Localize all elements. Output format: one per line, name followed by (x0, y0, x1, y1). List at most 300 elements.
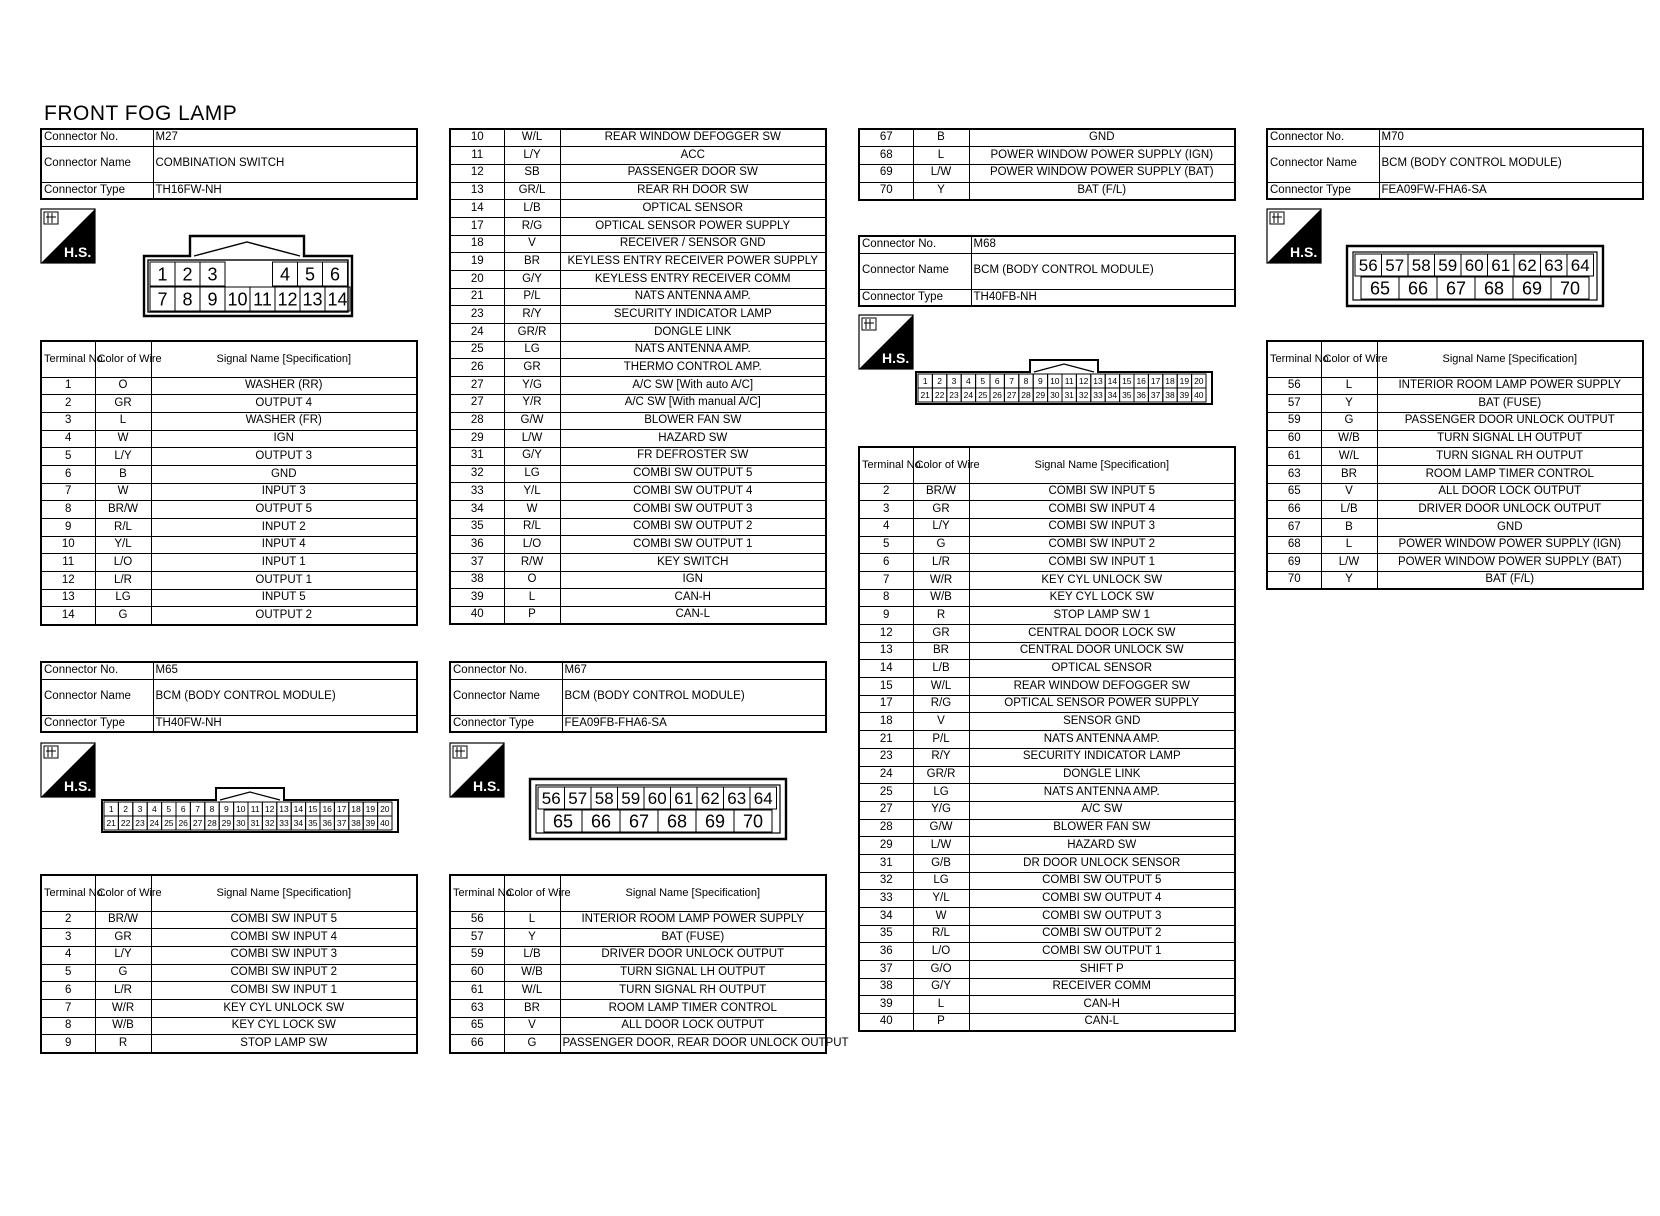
wire-color-cell: L/B (913, 660, 969, 678)
table-row (450, 911, 826, 929)
value: BCM (BODY CONTROL MODULE) (562, 679, 826, 715)
pin-number: 10 (236, 804, 246, 815)
wire-color-cell: W/L (504, 982, 560, 1000)
wire-color-cell: W (913, 908, 969, 926)
signal-cell: GND (1377, 519, 1643, 537)
wire-color-cell: LG (504, 341, 560, 359)
hs-label: H.S. (64, 778, 92, 794)
signal-cell: TURN SIGNAL LH OUTPUT (560, 964, 826, 982)
signal-cell: COMBI SW OUTPUT 1 (560, 536, 826, 554)
pin-number: 8 (209, 804, 215, 815)
terminal-cell: 35 (859, 925, 913, 943)
terminal-table-m70 (1266, 340, 1644, 590)
wire-color-cell: Y/L (95, 536, 151, 554)
table-row (41, 465, 417, 483)
pin-number: 29 (1035, 390, 1046, 401)
table-row (41, 982, 417, 1000)
terminal-cell: 3 (41, 412, 95, 430)
signal-cell: SENSOR GND (969, 713, 1235, 731)
terminal-cell: 7 (859, 571, 913, 589)
table-row (859, 678, 1235, 696)
table-row (41, 501, 417, 519)
wire-color-cell: L/W (504, 430, 560, 448)
wire-color-cell: W/L (504, 129, 560, 147)
wire-color-cell: L (504, 589, 560, 607)
label: Connector Name (859, 253, 971, 289)
pin-number: 23 (135, 818, 145, 829)
table-row (450, 306, 826, 324)
table-row (450, 164, 826, 182)
pin-number: 28 (1021, 390, 1031, 401)
signal-cell: COMBI SW OUTPUT 5 (969, 872, 1235, 890)
wire-color-cell: L/R (913, 554, 969, 572)
table-row (450, 182, 826, 200)
table-row (1267, 501, 1643, 519)
signal-cell: BAT (FUSE) (560, 929, 826, 947)
wire-color-cell: W/B (1321, 430, 1377, 448)
pin-number: 64 (753, 789, 773, 809)
signal-cell: INTERIOR ROOM LAMP POWER SUPPLY (1377, 377, 1643, 395)
signal-cell: STOP LAMP SW 1 (969, 607, 1235, 625)
signal-cell: COMBI SW INPUT 3 (151, 946, 417, 964)
terminal-cell: 33 (450, 483, 504, 501)
wire-color-cell: Y/G (913, 801, 969, 819)
terminal-cell: 39 (859, 996, 913, 1014)
pin-number: 40 (1194, 390, 1204, 401)
pin-number: 19 (1179, 376, 1190, 387)
pin-number: 66 (590, 811, 612, 832)
wire-color-cell: V (504, 235, 560, 253)
terminal-cell: 21 (450, 288, 504, 306)
table-row (41, 999, 417, 1017)
table-row (450, 483, 826, 501)
table-row (859, 571, 1235, 589)
terminal-cell: 68 (1267, 536, 1321, 554)
signal-cell: BLOWER FAN SW (969, 819, 1235, 837)
connector-face-m70 (1345, 244, 1605, 308)
signal-cell: OPTICAL SENSOR (560, 200, 826, 218)
wire-color-cell: W/B (504, 964, 560, 982)
wire-color-cell: LG (504, 465, 560, 483)
terminal-cell: 4 (859, 518, 913, 536)
table-row (450, 341, 826, 359)
col-terminal: Terminal No. (41, 875, 95, 911)
wire-color-cell: BR/W (95, 501, 151, 519)
wire-color-cell: P/L (504, 288, 560, 306)
pin-number: 68 (1483, 278, 1505, 299)
terminal-cell: 1 (41, 377, 95, 395)
signal-cell: A/C SW (969, 801, 1235, 819)
terminal-cell: 17 (450, 217, 504, 235)
terminal-cell: 69 (859, 164, 913, 182)
pin-number: 11 (1064, 376, 1074, 387)
wire-color-cell: GR (913, 501, 969, 519)
pin-number: 3 (137, 804, 143, 815)
table-row (859, 943, 1235, 961)
table-row (859, 695, 1235, 713)
pin-number: 60 (1464, 256, 1484, 276)
terminal-cell: 27 (450, 377, 504, 395)
signal-cell: THERMO CONTROL AMP. (560, 359, 826, 377)
table-row (41, 554, 417, 572)
terminal-cell: 10 (450, 129, 504, 147)
pin-number: 18 (351, 804, 361, 815)
terminal-cell: 60 (1267, 430, 1321, 448)
pin-number: 36 (322, 818, 332, 829)
table-row (41, 911, 417, 929)
wire-color-cell: L/R (95, 572, 151, 590)
pin-number: 1 (108, 804, 114, 815)
table-row (450, 518, 826, 536)
terminal-cell: 38 (859, 978, 913, 996)
table-row (450, 982, 826, 1000)
wire-color-cell: Y/G (504, 377, 560, 395)
signal-cell: DRIVER DOOR UNLOCK OUTPUT (560, 946, 826, 964)
pin-number: 26 (992, 390, 1002, 401)
terminal-cell: 5 (859, 536, 913, 554)
wire-color-cell: W/L (1321, 448, 1377, 466)
pin-number: 10 (227, 289, 248, 310)
label: Connector Name (450, 679, 562, 715)
terminal-cell: 61 (450, 982, 504, 1000)
col-terminal: Terminal No. (1267, 341, 1321, 377)
terminal-cell: 11 (450, 147, 504, 165)
label: Connector Name (41, 146, 153, 182)
terminal-cell: 15 (859, 678, 913, 696)
signal-cell: COMBI SW INPUT 4 (969, 501, 1235, 519)
pin-number: 15 (1122, 376, 1132, 387)
signal-cell: FR DEFROSTER SW (560, 447, 826, 465)
pin-number: 70 (1559, 278, 1581, 299)
signal-cell: COMBI SW OUTPUT 4 (969, 890, 1235, 908)
signal-cell: ALL DOOR LOCK OUTPUT (1377, 483, 1643, 501)
table-row (41, 1035, 417, 1053)
signal-cell: COMBI SW INPUT 3 (969, 518, 1235, 536)
signal-cell: COMBI SW OUTPUT 3 (560, 500, 826, 518)
pin-number: 3 (951, 376, 957, 387)
wire-color-cell: Y/L (913, 890, 969, 908)
signal-cell: OPTICAL SENSOR POWER SUPPLY (969, 695, 1235, 713)
pin-number: 16 (322, 804, 332, 815)
signal-cell: POWER WINDOW POWER SUPPLY (BAT) (1377, 554, 1643, 572)
pin-number: 2 (123, 804, 128, 815)
pin-number: 5 (166, 804, 172, 815)
pin-number: 14 (293, 804, 304, 815)
terminal-cell: 23 (450, 306, 504, 324)
signal-cell: COMBI SW OUTPUT 2 (560, 518, 826, 536)
value: M27 (153, 129, 417, 146)
table-row (859, 854, 1235, 872)
terminal-cell: 25 (859, 784, 913, 802)
wire-color-cell: GR/R (913, 766, 969, 784)
table-row (450, 536, 826, 554)
pin-number: 37 (336, 818, 347, 829)
terminal-cell: 57 (1267, 395, 1321, 413)
terminal-cell: 69 (1267, 554, 1321, 572)
signal-cell: IGN (560, 571, 826, 589)
pin-number: 14 (1107, 376, 1118, 387)
terminal-cell: 33 (859, 890, 913, 908)
connector-face-m67 (528, 777, 788, 841)
table-row (450, 465, 826, 483)
table-row (450, 253, 826, 271)
value: TH40FB-NH (971, 289, 1235, 306)
wire-color-cell: L/R (95, 982, 151, 1000)
terminal-cell: 70 (1267, 572, 1321, 590)
signal-cell: KEY CYL LOCK SW (151, 1017, 417, 1035)
table-row (41, 929, 417, 947)
table-row (450, 217, 826, 235)
table-row (450, 1017, 826, 1035)
signal-cell: CENTRAL DOOR LOCK SW (969, 625, 1235, 643)
value: TH16FW-NH (153, 182, 417, 199)
wire-color-cell: R/G (913, 695, 969, 713)
table-row (859, 164, 1235, 182)
wire-color-cell: R/Y (504, 306, 560, 324)
terminal-cell: 4 (41, 430, 95, 448)
table-row (450, 589, 826, 607)
signal-cell: DR DOOR UNLOCK SENSOR (969, 854, 1235, 872)
table-row (859, 536, 1235, 554)
connector-face-m68 (914, 356, 1216, 408)
wire-color-cell: L/Y (504, 147, 560, 165)
pin-number: 24 (149, 818, 160, 829)
col-signal: Signal Name [Specification] (151, 875, 417, 911)
table-row (1267, 536, 1643, 554)
wire-color-cell: Y (913, 182, 969, 200)
wire-color-cell: L/W (1321, 554, 1377, 572)
table-row (1267, 412, 1643, 430)
col-color: Color of Wire (95, 341, 151, 377)
signal-cell: KEYLESS ENTRY RECEIVER COMM (560, 271, 826, 289)
wire-color-cell: W (504, 500, 560, 518)
wire-color-cell: R/G (504, 217, 560, 235)
pin-number: 27 (192, 818, 203, 829)
terminal-cell: 12 (859, 625, 913, 643)
table-row (450, 359, 826, 377)
table-row (450, 1035, 826, 1053)
wire-color-cell: BR (504, 999, 560, 1017)
pin-number: 20 (380, 804, 390, 815)
pin-number: 61 (674, 789, 694, 809)
pin-number: 7 (1009, 376, 1014, 387)
table-row (859, 518, 1235, 536)
signal-cell: SHIFT P (969, 961, 1235, 979)
terminal-cell: 59 (1267, 412, 1321, 430)
table-row (859, 501, 1235, 519)
table-row (450, 200, 826, 218)
wire-color-cell: SB (504, 164, 560, 182)
connector-info-m67 (449, 661, 827, 733)
pin-number: 59 (621, 789, 641, 809)
signal-cell: BAT (F/L) (1377, 572, 1643, 590)
signal-cell: COMBI SW OUTPUT 2 (969, 925, 1235, 943)
wire-color-cell: L/B (1321, 501, 1377, 519)
value: M70 (1379, 129, 1643, 146)
table-row (450, 412, 826, 430)
pin-number: 11 (250, 804, 260, 815)
pin-number: 67 (628, 811, 650, 832)
terminal-cell: 9 (41, 1035, 95, 1053)
pin-number: 33 (1093, 390, 1103, 401)
table-row (859, 483, 1235, 501)
pin-number: 4 (966, 376, 971, 387)
pin-number: 7 (195, 804, 200, 815)
signal-cell: STOP LAMP SW (151, 1035, 417, 1053)
terminal-cell: 60 (450, 964, 504, 982)
pin-number: 25 (164, 818, 174, 829)
signal-cell: OUTPUT 2 (151, 607, 417, 625)
signal-cell: CAN-L (969, 1014, 1235, 1032)
value: M67 (562, 662, 826, 679)
table-row (1267, 395, 1643, 413)
connector-info-m27 (40, 128, 418, 200)
terminal-cell: 65 (450, 1017, 504, 1035)
table-row (1267, 483, 1643, 501)
wire-color-cell: G (1321, 412, 1377, 430)
wire-color-cell: L/O (504, 536, 560, 554)
signal-cell: NATS ANTENNA AMP. (560, 288, 826, 306)
signal-cell: DONGLE LINK (560, 324, 826, 342)
wire-color-cell: Y (1321, 395, 1377, 413)
signal-cell: DRIVER DOOR UNLOCK OUTPUT (1377, 501, 1643, 519)
pin-number: 67 (1445, 278, 1467, 299)
table-row (859, 589, 1235, 607)
pin-number: 11 (253, 289, 272, 310)
terminal-cell: 24 (450, 324, 504, 342)
value: COMBINATION SWITCH (153, 146, 417, 182)
hs-icon (40, 742, 96, 798)
wire-color-cell: Y/L (504, 483, 560, 501)
table-row (41, 448, 417, 466)
pin-number: 60 (647, 789, 667, 809)
pin-number: 16 (1136, 376, 1146, 387)
signal-cell: PASSENGER DOOR, REAR DOOR UNLOCK OUTPUT (560, 1035, 826, 1053)
wire-color-cell: L (913, 147, 969, 165)
wire-color-cell: B (1321, 519, 1377, 537)
hs-icon (858, 314, 914, 370)
connector-info-m70 (1266, 128, 1644, 200)
table-row (41, 946, 417, 964)
table-row (1267, 448, 1643, 466)
signal-cell: ACC (560, 147, 826, 165)
table-row (41, 377, 417, 395)
pin-number: 35 (308, 818, 318, 829)
pin-number: 7 (157, 289, 168, 310)
table-row (859, 731, 1235, 749)
table-row (1267, 572, 1643, 590)
pin-number: 37 (1150, 390, 1161, 401)
value: M65 (153, 662, 417, 679)
wire-color-cell: LG (913, 872, 969, 890)
wire-color-cell: R/L (913, 925, 969, 943)
value: BCM (BODY CONTROL MODULE) (971, 253, 1235, 289)
wire-color-cell: G (95, 607, 151, 625)
pin-number: 21 (920, 390, 930, 401)
table-row (859, 837, 1235, 855)
terminal-cell: 36 (859, 943, 913, 961)
wire-color-cell: L/W (913, 164, 969, 182)
hs-icon (449, 742, 505, 798)
pin-number: 19 (365, 804, 376, 815)
table-row (450, 377, 826, 395)
wire-color-cell: Y (1321, 572, 1377, 590)
signal-cell: BAT (FUSE) (1377, 395, 1643, 413)
wire-color-cell: LG (913, 784, 969, 802)
signal-cell: COMBI SW INPUT 1 (151, 982, 417, 1000)
terminal-cell: 65 (1267, 483, 1321, 501)
pin-number: 13 (1093, 376, 1103, 387)
table-row (450, 554, 826, 572)
signal-cell: SECURITY INDICATOR LAMP (560, 306, 826, 324)
table-row (859, 961, 1235, 979)
wire-color-cell: P (913, 1014, 969, 1032)
pin-number: 39 (365, 818, 376, 829)
wire-color-cell: BR (504, 253, 560, 271)
wire-color-cell: L (1321, 377, 1377, 395)
pin-number: 22 (934, 390, 945, 401)
signal-cell: KEY CYL UNLOCK SW (969, 571, 1235, 589)
wire-color-cell: R/L (504, 518, 560, 536)
col-color: Color of Wire (1321, 341, 1377, 377)
table-row (859, 925, 1235, 943)
signal-cell: KEYLESS ENTRY RECEIVER POWER SUPPLY (560, 253, 826, 271)
table-row (859, 607, 1235, 625)
connector-face-m27 (142, 232, 358, 320)
wire-color-cell: G/Y (504, 447, 560, 465)
terminal-cell: 18 (859, 713, 913, 731)
terminal-cell: 6 (859, 554, 913, 572)
terminal-cell: 28 (859, 819, 913, 837)
terminal-cell: 10 (41, 536, 95, 554)
table-row (859, 660, 1235, 678)
pin-number: 5 (304, 264, 316, 285)
signal-cell: PASSENGER DOOR UNLOCK OUTPUT (1377, 412, 1643, 430)
terminal-cell: 21 (859, 731, 913, 749)
signal-cell: GND (969, 129, 1235, 147)
table-row (859, 819, 1235, 837)
terminal-cell: 35 (450, 518, 504, 536)
pin-number: 65 (552, 811, 574, 832)
terminal-table-m65-cont (449, 128, 827, 625)
table-row (859, 801, 1235, 819)
signal-cell: POWER WINDOW POWER SUPPLY (BAT) (969, 164, 1235, 182)
wire-color-cell: GR (913, 625, 969, 643)
terminal-cell: 23 (859, 748, 913, 766)
terminal-cell: 13 (450, 182, 504, 200)
pin-number: 12 (1078, 376, 1089, 387)
pin-number: 6 (329, 264, 341, 285)
signal-cell: NATS ANTENNA AMP. (560, 341, 826, 359)
wire-color-cell: R/W (504, 554, 560, 572)
wire-color-cell: G/W (913, 819, 969, 837)
wire-color-cell: W (95, 430, 151, 448)
wire-color-cell: V (913, 713, 969, 731)
pin-number: 31 (1064, 390, 1074, 401)
wire-color-cell: L/Y (95, 448, 151, 466)
col-signal: Signal Name [Specification] (969, 447, 1235, 483)
terminal-cell: 32 (450, 465, 504, 483)
table-row (41, 607, 417, 625)
pin-number: 9 (207, 289, 218, 310)
wire-color-cell: V (504, 1017, 560, 1035)
wire-color-cell: G/B (913, 854, 969, 872)
wire-color-cell: G/O (913, 961, 969, 979)
pin-number: 12 (264, 804, 275, 815)
wire-color-cell: R/Y (913, 748, 969, 766)
signal-cell: KEY CYL UNLOCK SW (151, 999, 417, 1017)
table-row (450, 394, 826, 412)
